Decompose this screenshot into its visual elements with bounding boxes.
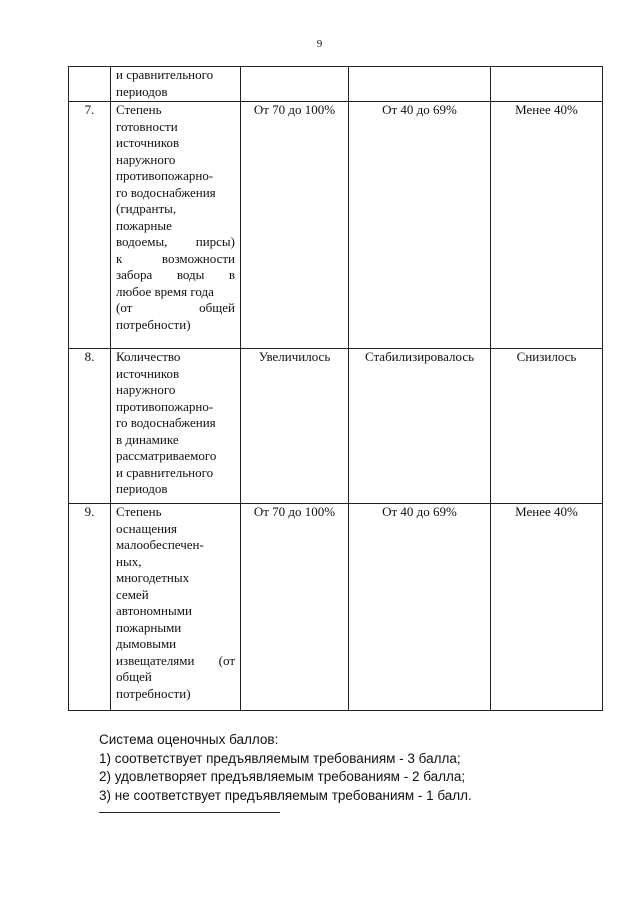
criterion-description [111, 102, 241, 349]
criterion-description-line: (от общей [116, 300, 235, 315]
criterion-description-line: противопожарно- [116, 168, 214, 183]
criterion-description-line: периодов [116, 481, 168, 496]
scoring-item: 2) удовлетворяет предъявляемым требованиям - 2 балла; [99, 769, 466, 784]
criterion-description-line: автономными [116, 603, 192, 618]
criterion-description-line: наружного [116, 382, 176, 397]
criterion-description-line: ных, [116, 553, 142, 569]
table-row [69, 102, 603, 349]
criterion-description [111, 504, 241, 711]
criterion-description-line: любое время года [116, 283, 214, 299]
criterion-description-line: готовности [116, 118, 178, 134]
criterion-description-line: Количество [116, 349, 181, 364]
criterion-description-line: малообеспечен- [116, 537, 204, 552]
score-3-value: От 70 до 100% [241, 504, 349, 711]
criterion-description-line: пожарные [116, 217, 172, 233]
criterion-description [111, 349, 241, 504]
page-number: 9 [316, 38, 323, 50]
criterion-description-line: к возможности [116, 250, 235, 266]
criterion-description-line: водоемы, пирсы) [116, 234, 235, 249]
row-number: 7. [69, 102, 111, 349]
criterion-description-line: извещателями (от [116, 652, 235, 668]
criterion-description-line: противопожарно- [116, 398, 214, 414]
criterion-description-line: потребности) [116, 685, 191, 701]
table-row [69, 67, 603, 102]
criterion-description-line: общей [116, 669, 152, 684]
criterion-description-line: дымовыми [116, 636, 177, 651]
criterion-description-line: оснащения [116, 520, 177, 536]
row-number: 8. [69, 349, 111, 504]
score-3-value [241, 67, 349, 102]
criterion-description-line: Степень [116, 504, 162, 519]
scoring-title: Система оценочных баллов: [99, 732, 279, 747]
criterion-description-line: потребности) [116, 316, 191, 332]
table-row [69, 349, 603, 504]
criterion-description-line: Степень [116, 102, 162, 117]
criterion-description-line: и сравнительного [116, 464, 214, 480]
scoring-item: 1) соответствует предъявляемым требованиям - 3 балла; [99, 750, 461, 766]
footnote-divider [99, 812, 280, 813]
criterion-description-line: многодетных [116, 570, 190, 585]
criterion-description-line: рассматриваемого [116, 448, 217, 463]
criteria-table [68, 66, 603, 711]
score-2-value: От 40 до 69% [349, 504, 491, 711]
criterion-description-line: семей [116, 586, 149, 602]
score-1-value: Менее 40% [491, 504, 603, 711]
criterion-description [111, 67, 241, 102]
criterion-description-line: пожарными [116, 619, 182, 635]
criterion-description-line: забора воды в [116, 267, 235, 282]
score-2-value: От 40 до 69% [349, 102, 491, 349]
criterion-description-line: наружного [116, 151, 176, 167]
criterion-description-line: (гидранты, [116, 201, 177, 216]
criterion-description-line: периодов [116, 83, 168, 99]
score-1-value [491, 67, 603, 102]
criterion-description-line: го водоснабжения [116, 184, 216, 200]
row-number [69, 67, 111, 102]
criterion-description-line: и сравнительного [116, 67, 214, 82]
score-3-value: От 70 до 100% [241, 102, 349, 349]
score-3-value: Увеличилось [241, 349, 349, 504]
criterion-description-line: источников [116, 365, 180, 381]
score-1-value: Менее 40% [491, 102, 603, 349]
criterion-description-line: го водоснабжения [116, 415, 216, 430]
row-number: 9. [69, 504, 111, 711]
scoring-system [99, 731, 472, 805]
criterion-description-line: источников [116, 135, 180, 150]
table-row [69, 504, 603, 711]
score-1-value: Снизилось [491, 349, 603, 504]
score-2-value [349, 67, 491, 102]
criterion-description-line: в динамике [116, 431, 179, 447]
score-2-value: Стабилизировалось [349, 349, 491, 504]
scoring-item: 3) не соответствует предъявляемым требованиям - 1 балл. [99, 787, 472, 803]
